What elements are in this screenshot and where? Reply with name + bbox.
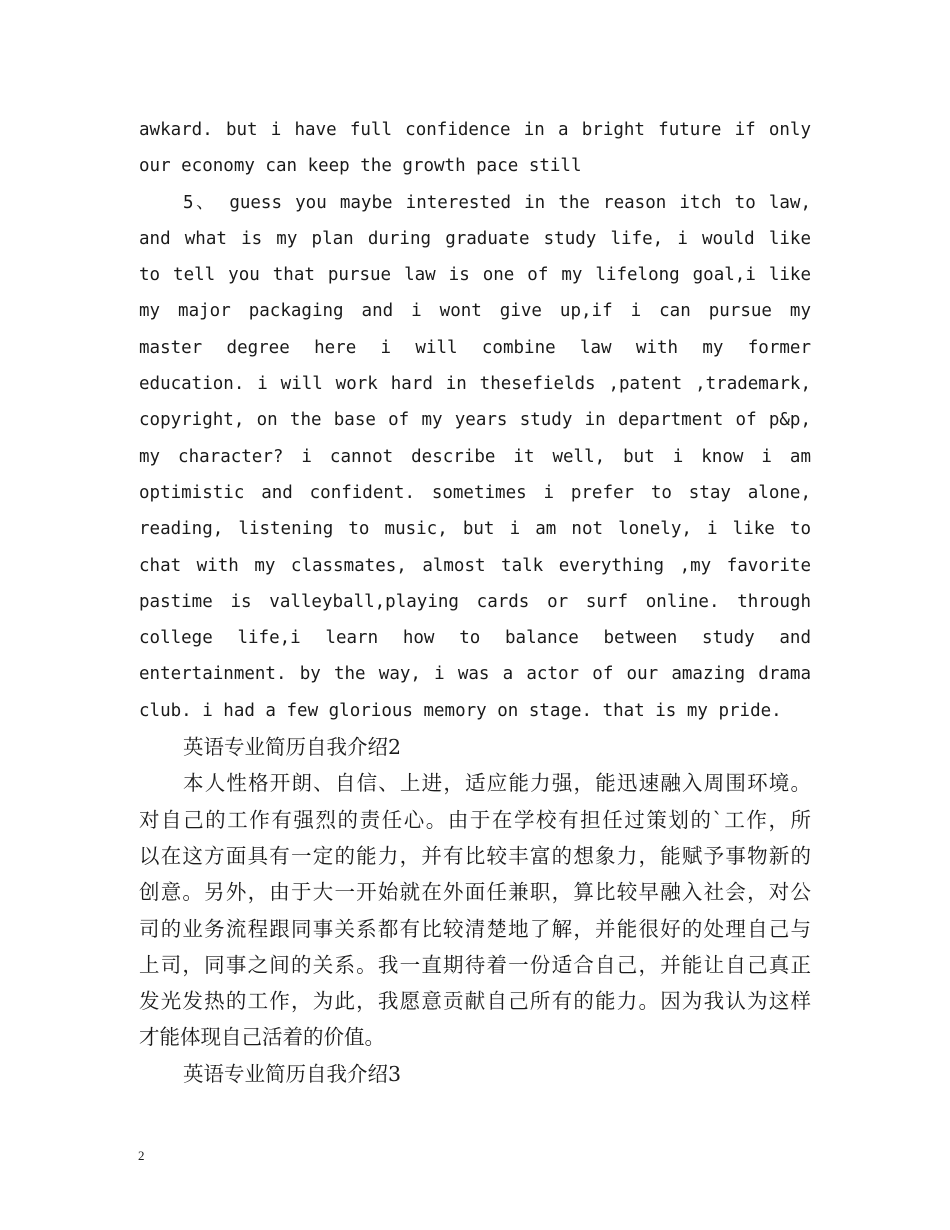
section-heading: 英语专业简历自我介绍3	[183, 1061, 402, 1086]
text-line: 才能体现自己活着的价值。	[139, 1025, 385, 1050]
text-line: 创意。另外，由于大一开始就在外面任兼职，算比较早融入社会，对公	[139, 880, 811, 905]
text-line: 发光发热的工作，为此，我愿意贡献自己所有的能力。因为我认为这样	[139, 989, 811, 1014]
section-heading: 英语专业简历自我介绍2	[183, 735, 402, 760]
text-line: awkard. but i have full confidence in a bright future if only	[139, 120, 811, 140]
text-line: education. i will work hard in thesefields ,patent ,trademark,	[139, 374, 811, 395]
text-line: optimistic and confident. sometimes i prefer to stay alone,	[139, 482, 811, 503]
text-line: to tell you that pursue law is one of my lifelong goal,i like	[139, 265, 811, 286]
text-line: master degree here i will combine law with my former	[139, 337, 811, 358]
text-line: 本人性格开朗、自信、上进，适应能力强，能迅速融入周围环境。	[183, 771, 811, 796]
text-line: club. i had a few glorious memory on stage. that is my pride.	[139, 700, 782, 721]
text-line: entertainment. by the way, i was a actor of our amazing drama	[139, 664, 811, 685]
text-line: 以在这方面具有一定的能力，并有比较丰富的想象力，能赋予事物新的	[139, 843, 811, 868]
text-line: chat with my classmates, almost talk everything ,my favorite	[139, 555, 811, 576]
text-line: reading, listening to music, but i am not lonely, i like to	[139, 519, 811, 540]
text-line: 司的业务流程跟同事关系都有比较清楚地了解，并能很好的处理自己与	[139, 916, 811, 941]
text-line: 对自己的工作有强烈的责任心。由于在学校有担任过策划的`工作，所	[139, 807, 811, 832]
document-body	[139, 112, 811, 1092]
text-line: and what is my plan during graduate study life, i would like	[139, 228, 811, 249]
text-line: copyright, on the base of my years study in department of p&p,	[139, 410, 811, 431]
text-line: 上司，同事之间的关系。我一直期待着一份适合自己，并能让自己真正	[139, 952, 811, 977]
page-number: 2	[138, 1148, 145, 1163]
text-line: my character? i cannot describe it well, but i know i am	[139, 446, 811, 467]
text-line: my major packaging and i wont give up,if i can pursue my	[139, 301, 811, 322]
text-line: college life,i learn how to balance between study and	[139, 628, 811, 649]
text-line: 5、 guess you maybe interested in the reason itch to law,	[183, 192, 811, 213]
text-line: pastime is valleyball,playing cards or surf online. through	[139, 591, 811, 612]
text-line: our economy can keep the growth pace still	[139, 156, 582, 177]
